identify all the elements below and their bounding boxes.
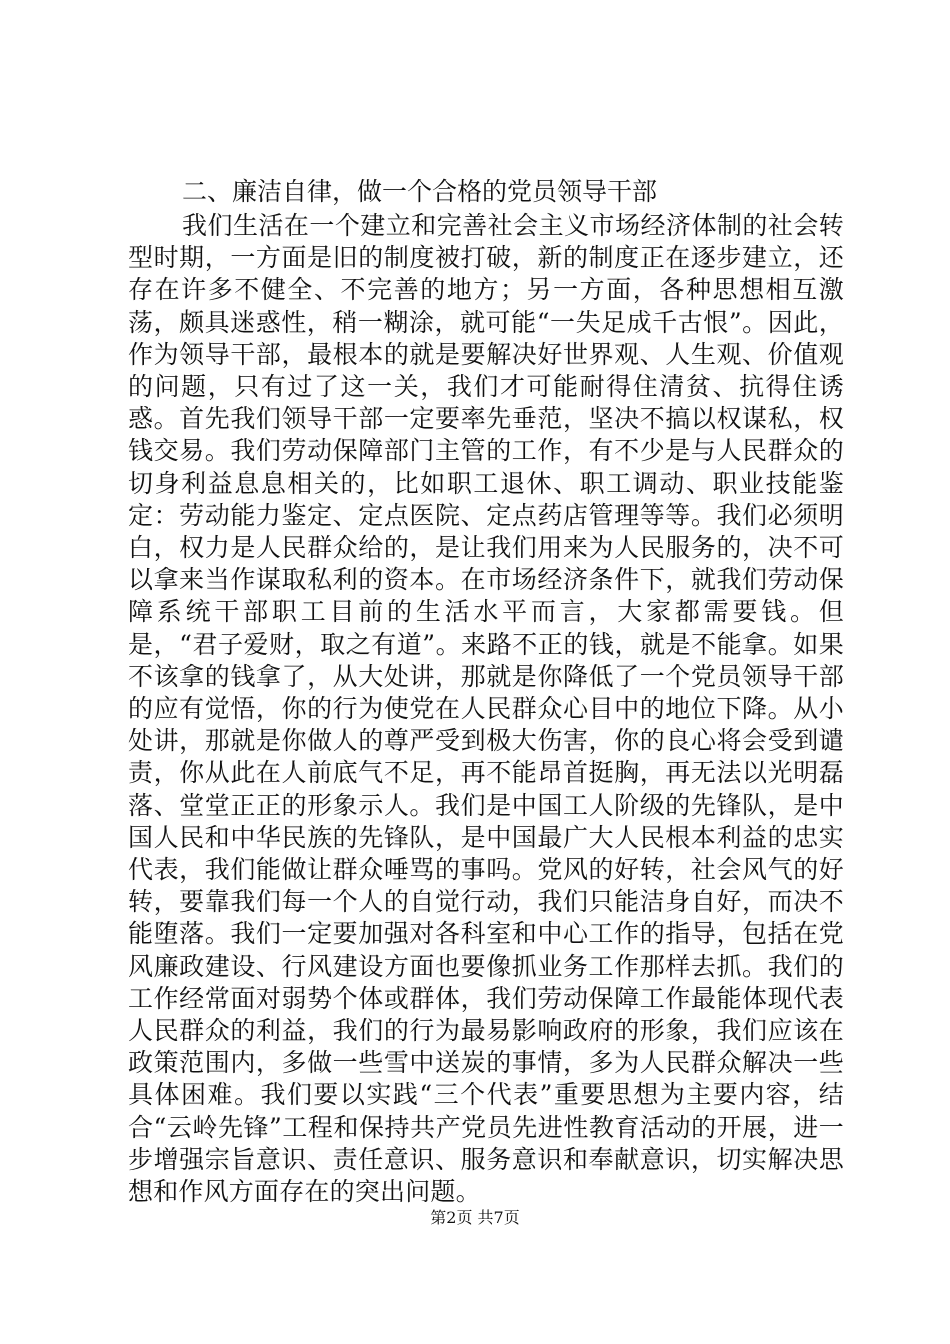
- page-number-footer: 第2页 共7页: [430, 1208, 520, 1227]
- body-paragraph: 我们生活在一个建立和完善社会主义市场经济体制的社会转型时期，一方面是旧的制度被打破，新的制度正在逐步建立，还存在许多不健全、不完善的地方；另一方面，各种思想相互激荡，颇具迷惑性，稍一糊涂，就可能“一失足成千古恨”。因此，作为领导干部，最根本的就是要解决好世界观、人生观、价值观的问题，只有过了这一关，我们才可能耐得住清贫、抗得住诱惑。首先我们领导干部一定要率先垂范，坚决不搞以权谋私，权钱交易。我们劳动保障部门主管的工作，有不少是与人民群众的切身利益息息相关的，比如职工退休、职工调动、职业技能鉴定：劳动能力鉴定、定点医院、定点药店管理等等。我们必须明白，权力是人民群众给的，是让我们用来为人民服务的，决不可以拿来当作谋取私利的资本。在市场经济条件下，就我们劳动保障系统干部职工目前的生活水平而言，大家都需要钱。但是，“君子爱财，取之有道”。来路不正的钱，就是不能拿。如果不该拿的钱拿了，从大处讲，那就是你降低了一个党员领导干部的应有觉悟，你的行为使党在人民群众心目中的地位下降。从小处讲，那就是你做人的尊严受到极大伤害，你的良心将会受到谴责，你从此在人前底气不足，再不能昂首挺胸，再无法以光明磊落、堂堂正正的形象示人。我们是中国工人阶级的先锋队，是中国人民和中华民族的先锋队，是中国最广大人民根本利益的忠实代表，我们能做让群众唾骂的事吗。党风的好转，社会风气的好转，要靠我们每一个人的自觉行动，我们只能洁身自好，而决不能堕落。我们一定要加强对各科室和中心工作的指导，包括在党风廉政建设、行风建设方面也要像抓业务工作那样去抓。我们的工作经常面对弱势个体或群体，我们劳动保障工作最能体现代表人民群众的利益，我们的行为最易影响政府的形象，我们应该在政策范围内，多做一些雪中送炭的事情，多为人民群众解决一些具体困难。我们要以实践“三个代表”重要思想为主要内容，结合“云岭先锋”工程和保持共产党员先进性教育活动的开展，进一步增强宗旨意识、责任意识、服务意识和奉献意识，切实解决思想和作风方面存在的突出问题。: [128, 211, 844, 1207]
- section-heading: 二、廉洁自律，做一个合格的党员领导干部: [182, 177, 658, 206]
